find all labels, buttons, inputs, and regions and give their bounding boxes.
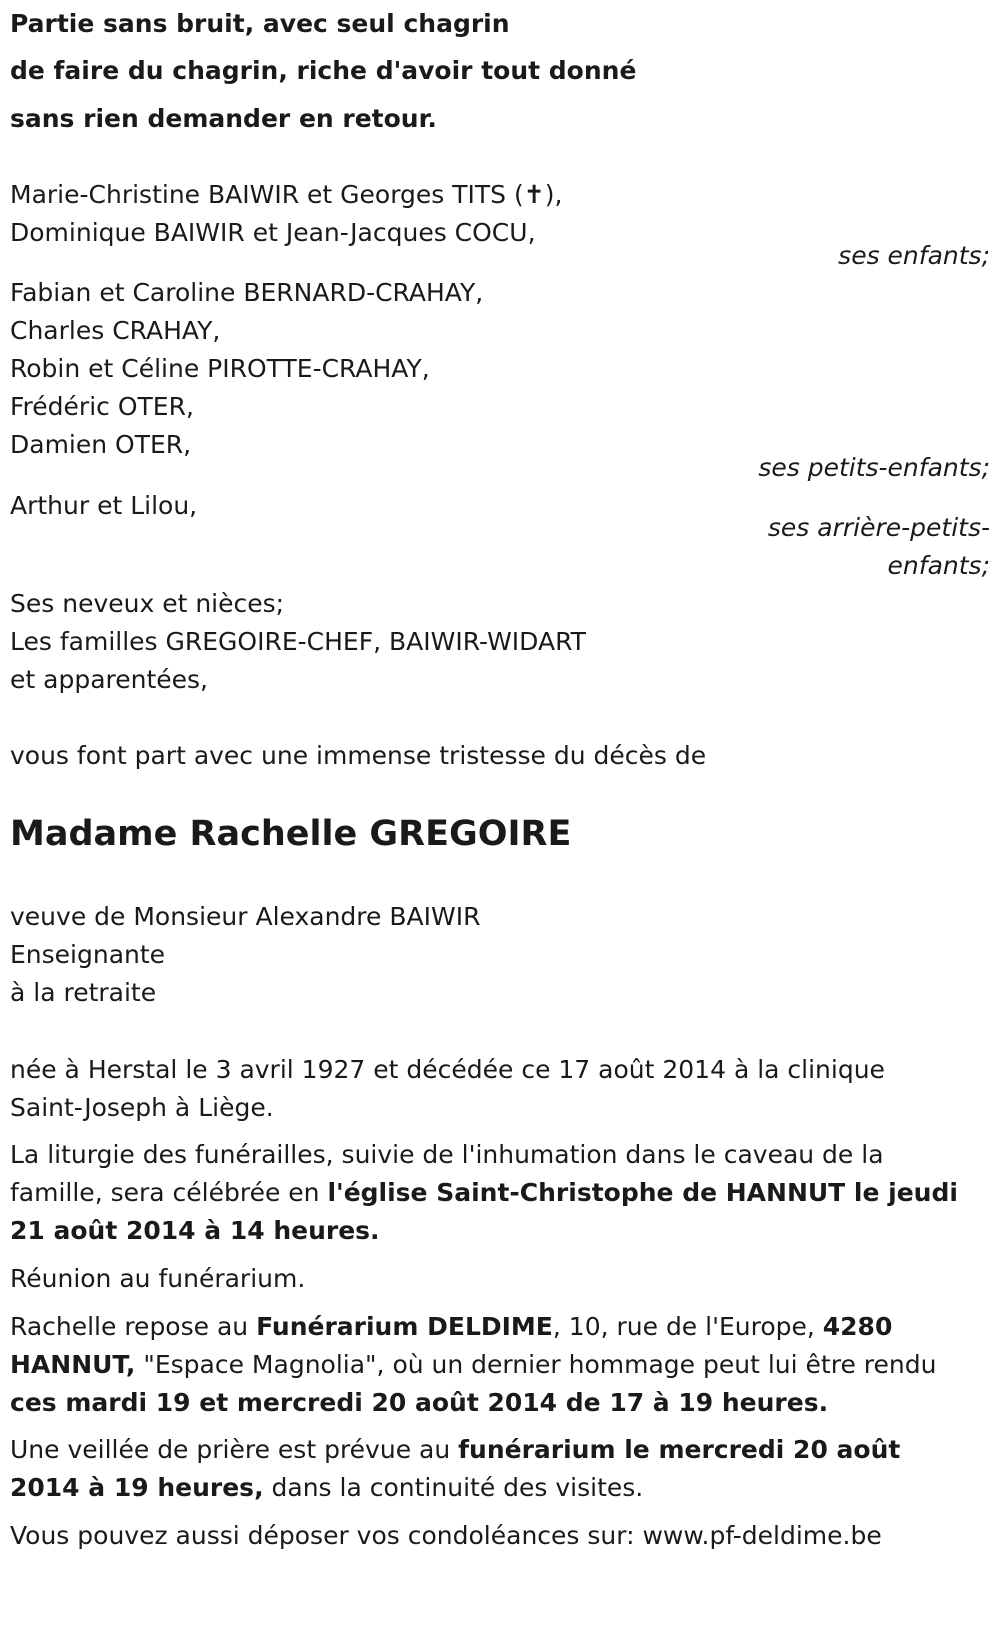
- detail-line: veuve de Monsieur Alexandre BAIWIR: [10, 902, 481, 931]
- postal-code: 4280: [822, 1312, 893, 1341]
- funeral-home-name: Funérarium DELDIME: [256, 1312, 553, 1341]
- family-line: et apparentées,: [10, 665, 208, 694]
- epigraph-line: Partie sans bruit, avec seul chagrin: [10, 9, 510, 38]
- birth-death-line: Saint-Joseph à Liège.: [10, 1093, 274, 1122]
- vigil-text: dans la continuité des visites.: [263, 1473, 644, 1502]
- deceased-name: Madame Rachelle GREGOIRE: [10, 814, 572, 854]
- epigraph-line: sans rien demander en retour.: [10, 104, 437, 133]
- vigil-line: [10, 1431, 900, 1469]
- condolences-line: Vous pouvez aussi déposer vos condoléances sur: www.pf-deldime.be: [10, 1521, 882, 1550]
- great-grandchildren-line: Arthur et Lilou,: [10, 491, 198, 520]
- vigil-time: 2014 à 19 heures,: [10, 1473, 264, 1502]
- reunion-line: Réunion au funérarium.: [10, 1264, 306, 1293]
- children-line: Marie-Christine BAIWIR et Georges TITS (✝),: [10, 180, 563, 209]
- grandchildren-line: Damien OTER,: [10, 430, 192, 459]
- birth-death-line: née à Herstal le 3 avril 1927 et décédée ce 17 août 2014 à la clinique: [10, 1055, 885, 1084]
- family-line: Les familles GREGOIRE-CHEF, BAIWIR-WIDART: [10, 627, 586, 656]
- city-name: HANNUT,: [10, 1350, 136, 1379]
- grandchildren-line: Robin et Céline PIROTTE-CRAHAY,: [10, 354, 430, 383]
- grandchildren-role: ses petits-enfants;: [758, 453, 990, 482]
- vigil-line: [10, 1469, 643, 1507]
- liturgy-line: [10, 1174, 958, 1212]
- liturgy-church: l'église Saint-Christophe de HANNUT le jeudi: [327, 1178, 958, 1207]
- grandchildren-line: Fabian et Caroline BERNARD-CRAHAY,: [10, 278, 484, 307]
- great-grandchildren-role: enfants;: [887, 551, 990, 580]
- detail-line: Enseignante: [10, 940, 166, 969]
- visitation-text: Rachelle repose au: [10, 1312, 257, 1341]
- liturgy-datetime: 21 août 2014 à 14 heures.: [10, 1216, 380, 1245]
- visitation-line: [10, 1308, 892, 1346]
- announcement: vous font part avec une immense tristesse du décès de: [10, 741, 707, 770]
- vigil-text: Une veillée de prière est prévue au: [10, 1435, 459, 1464]
- detail-line: à la retraite: [10, 978, 157, 1007]
- visitation-datetime: ces mardi 19 et mercredi 20 août 2014 de 17 à 19 heures.: [10, 1388, 829, 1417]
- great-grandchildren-role: ses arrière-petits-: [767, 513, 990, 542]
- liturgy-text: famille, sera célébrée en: [10, 1178, 328, 1207]
- visitation-address: , 10, rue de l'Europe,: [552, 1312, 823, 1341]
- liturgy-line: La liturgie des funérailles, suivie de l'inhumation dans le caveau de la: [10, 1140, 884, 1169]
- grandchildren-line: Charles CRAHAY,: [10, 316, 221, 345]
- visitation-line: [10, 1346, 936, 1384]
- vigil-place-date: funérarium le mercredi 20 août: [458, 1435, 901, 1464]
- visitation-text: "Espace Magnolia", où un dernier hommage peut lui être rendu: [135, 1350, 937, 1379]
- grandchildren-line: Frédéric OTER,: [10, 392, 194, 421]
- epigraph-line: de faire du chagrin, riche d'avoir tout donné: [10, 56, 637, 85]
- children-line: Dominique BAIWIR et Jean-Jacques COCU,: [10, 218, 536, 247]
- family-line: Ses neveux et nièces;: [10, 589, 285, 618]
- children-role: ses enfants;: [838, 241, 990, 270]
